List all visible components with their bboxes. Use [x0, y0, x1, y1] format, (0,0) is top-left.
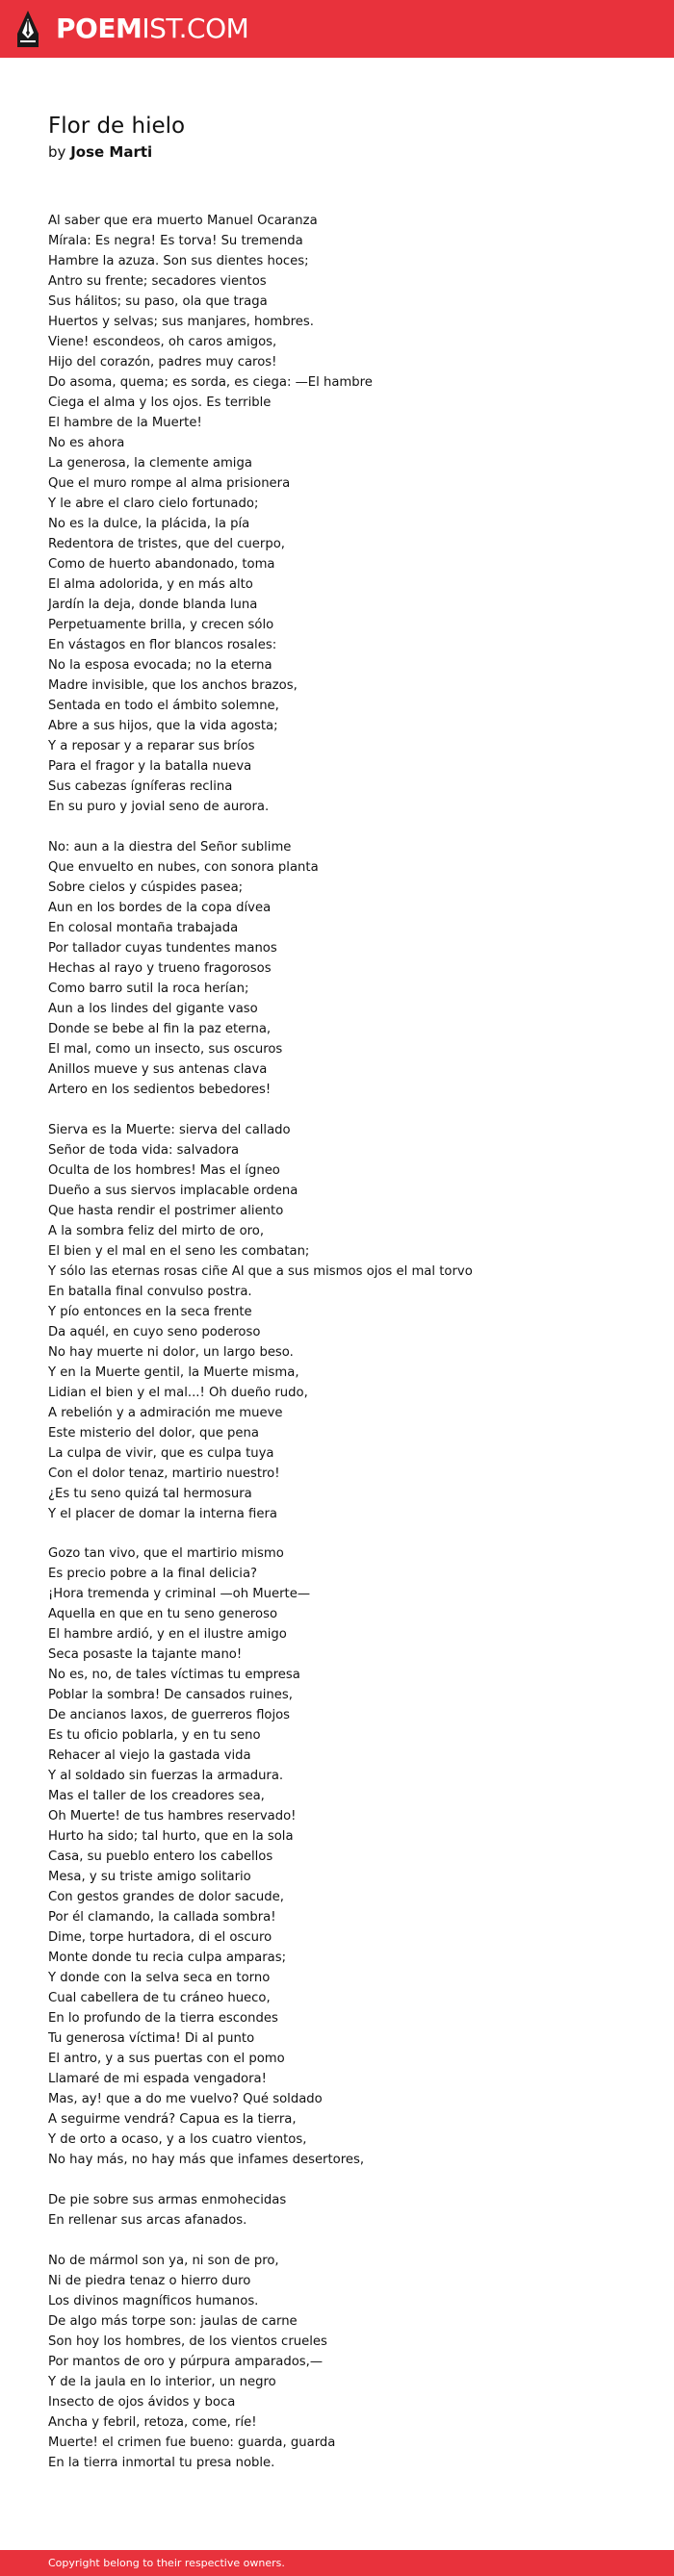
poem-line: En su puro y jovial seno de aurora. [48, 800, 270, 814]
poem-line: No la esposa evocada; no la eterna [48, 658, 272, 673]
poem-line: Y sólo las eternas rosas ciñe Al que a sus mismos ojos el mal torvo [48, 1263, 473, 1279]
poem-line: Dime, torpe hurtadora, di el oscuro [48, 1930, 272, 1946]
poem-line: Anillos mueve y sus antenas clava [48, 1061, 268, 1077]
logo-wordmark [56, 9, 248, 49]
poem-line: En lo profundo de la tierra escondes [48, 2011, 278, 2027]
poem-line: Y el placer de domar la interna fiera [48, 1506, 277, 1521]
poem-stanza [48, 1543, 645, 2170]
poem-line: Hurto ha sido; tal hurto, que en la sola [48, 1829, 294, 1845]
top-bar [0, 0, 674, 58]
poem-line: Tu generosa víctima! Di al punto [48, 2031, 255, 2047]
poem-line: Sus hálitos; su paso, ola que traga [48, 294, 268, 309]
poem-line: A rebelión y a admiración me mueve [48, 1405, 283, 1420]
poem-line: Jardín la deja, donde blanda luna [48, 598, 258, 612]
poem-author[interactable]: Jose Marti [70, 143, 153, 161]
poem-line: Ni de piedra tenaz o hierro duro [48, 2273, 251, 2288]
poem-line: No es ahora [48, 436, 125, 450]
poem-line: No: aun a la diestra del Señor sublime [48, 839, 292, 854]
poem-line: Y en la Muerte gentil, la Muerte misma, [48, 1365, 299, 1380]
poem-line: En colosal montaña trabajada [48, 920, 239, 935]
poem-line: Por él clamando, la callada sombra! [48, 1910, 276, 1926]
poem-line: Ciega el alma y los ojos. Es terrible [48, 395, 272, 410]
poem-line: Hechas al rayo y trueno fragorosos [48, 960, 272, 976]
poem-line: Casa, su pueblo entero los cabellos [48, 1849, 273, 1865]
poem-line: Y donde con la selva seca en torno [48, 1971, 271, 1986]
poem-line: En vástagos en flor blancos rosales: [48, 638, 277, 652]
logo-text-bold: POEM [56, 13, 143, 44]
poem-line: Con el dolor tenaz, martirio nuestro! [48, 1466, 280, 1481]
poem-line: Sentada en todo el ámbito solemne, [48, 699, 279, 713]
poem-line: A seguirme vendrá? Capua es la tierra, [48, 2112, 297, 2128]
poem-line: Sus cabezas ígníferas reclina [48, 779, 233, 794]
poem-line: El hambre de la Muerte! [48, 416, 202, 430]
poem-line: Viene! escondeos, oh caros amigos, [48, 335, 277, 349]
poem-line: No es la dulce, la plácida, la pía [48, 517, 250, 531]
poem-line: El bien y el mal en el seno les combatan; [48, 1243, 310, 1259]
poem-line: Como de huerto abandonado, toma [48, 557, 275, 572]
poem-line: No de mármol son ya, ni son de pro, [48, 2253, 279, 2268]
poem-line: Y al soldado sin fuerzas la armadura. [48, 1769, 284, 1784]
poem-line: Cual cabellera de tu cráneo hueco, [48, 1991, 271, 2006]
poem-line: Mas el taller de los creadores sea, [48, 1789, 265, 1804]
poem-line: Abre a sus hijos, que la vida agosta; [48, 719, 278, 733]
poem-line: Como barro sutil la roca herían; [48, 981, 249, 996]
poem-line: Sobre cielos y cúspides pasea; [48, 880, 244, 895]
footer-bar [0, 2550, 674, 2576]
poem-line: Rehacer al viejo la gastada vida [48, 1748, 251, 1764]
poem-line: Muerte! el crimen fue bueno: guarda, guarda [48, 2435, 336, 2450]
poem-line: Por tallador cuyas tundentes manos [48, 940, 277, 956]
poem-line: Mírala: Es negra! Es torva! Su tremenda [48, 234, 303, 248]
poem-line: Que hasta rendir el postrimer aliento [48, 1203, 284, 1218]
poem-line: Los divinos magníficos humanos. [48, 2293, 259, 2308]
poem-stanza [48, 837, 645, 1100]
poem-line: ¿Es tu seno quizá tal hermosura [48, 1486, 252, 1501]
poem-byline [48, 142, 152, 162]
poem-body [48, 211, 645, 2493]
poem-line: Al saber que era muerto Manuel Ocaranza [48, 214, 318, 228]
footer-copyright: Copyright belong to their respective owners. [48, 2557, 285, 2569]
poem-line: No hay muerte ni dolor, un largo beso. [48, 1344, 294, 1360]
poem-line: ¡Hora tremenda y criminal —oh Muerte— [48, 1587, 311, 1602]
poem-line: A la sombra feliz del mirto de oro, [48, 1223, 265, 1238]
poem-line: Poblar la sombra! De cansados ruines, [48, 1688, 293, 1703]
poem-line: Insecto de ojos ávidos y boca [48, 2394, 236, 2410]
poem-line: Y de la jaula en lo interior, un negro [48, 2374, 276, 2389]
poem-line: Gozo tan vivo, que el martirio mismo [48, 1546, 284, 1562]
poem-line: Aquella en que en tu seno generoso [48, 1607, 278, 1622]
poem-stanza [48, 2190, 645, 2231]
poem-line: No hay más, no hay más que infames desertores, [48, 2153, 365, 2168]
poem-stanza [48, 1120, 645, 1524]
poem-line: Es tu oficio poblarla, y en tu seno [48, 1728, 261, 1744]
poem-line: No es, no, de tales víctimas tu empresa [48, 1668, 300, 1683]
poem-line: El mal, como un insecto, sus oscuros [48, 1041, 283, 1057]
poem-line: El antro, y a sus puertas con el pomo [48, 2052, 285, 2067]
poem-line: Madre invisible, que los anchos brazos, [48, 678, 298, 693]
poem-line: Artero en los sedientos bebedores! [48, 1082, 272, 1097]
poem-line: Mas, ay! que a do me vuelvo? Qué soldado [48, 2092, 323, 2107]
poem-line: Son hoy los hombres, de los vientos crueles [48, 2334, 327, 2349]
site-logo[interactable] [15, 9, 248, 49]
poem-line: Lidian el bien y el mal...! Oh dueño rudo, [48, 1385, 308, 1400]
poem-line: El hambre ardió, y en el ilustre amigo [48, 1627, 287, 1643]
poem-line: Hijo del corazón, padres muy caros! [48, 355, 277, 370]
poem-line: Que envuelto en nubes, con sonora planta [48, 859, 319, 875]
poem-line: Aun en los bordes de la copa dívea [48, 900, 272, 915]
poem-line: Llamaré de mi espada vengadora! [48, 2072, 267, 2087]
poem-line: Antro su frente; secadores vientos [48, 274, 267, 289]
poem-line: Oculta de los hombres! Mas el ígneo [48, 1162, 280, 1178]
poem-line: La generosa, la clemente amiga [48, 456, 252, 471]
poem-line: Y le abre el claro cielo fortunado; [48, 497, 259, 511]
poem-line: Sierva es la Muerte: sierva del callado [48, 1122, 291, 1137]
poem-line: Es precio pobre a la final delicia? [48, 1567, 258, 1582]
poem-line: Do asoma, quema; es sorda, es ciega: —El hambre [48, 375, 373, 390]
poem-line: El alma adolorida, y en más alto [48, 577, 253, 592]
poem-line: Perpetuamente brilla, y crecen sólo [48, 618, 274, 632]
poem-line: Oh Muerte! de tus hambres reservado! [48, 1809, 297, 1824]
poem-line: Para el fragor y la batalla nueva [48, 759, 252, 774]
poem-line: Este misterio del dolor, que pena [48, 1425, 259, 1441]
poem-line: Con gestos grandes de dolor sacude, [48, 1890, 284, 1905]
poem-line: De pie sobre sus armas enmohecidas [48, 2193, 287, 2208]
poem-line: Dueño a sus siervos implacable ordena [48, 1183, 298, 1198]
poem-line: Redentora de tristes, que del cuerpo, [48, 537, 285, 551]
poem-line: Mesa, y su triste amigo solitario [48, 1870, 251, 1885]
poem-line: Hambre la azuza. Son sus dientes hoces; [48, 254, 309, 268]
poem-line: Da aquél, en cuyo seno poderoso [48, 1324, 261, 1339]
poem-line: En la tierra inmortal tu presa noble. [48, 2455, 275, 2470]
by-label: by [48, 143, 66, 161]
poem-line: Monte donde tu recia culpa amparas; [48, 1951, 287, 1966]
poem-line: Y pío entonces en la seca frente [48, 1304, 252, 1319]
poem-stanza [48, 211, 645, 817]
poem-line: Huertos y selvas; sus manjares, hombres. [48, 315, 314, 329]
poem-line: Y de orto a ocaso, y a los cuatro vientos, [48, 2132, 307, 2148]
poem-line: Donde se bebe al fin la paz eterna, [48, 1021, 272, 1036]
poem-line: En batalla final convulso postra. [48, 1284, 252, 1299]
poem-line: De ancianos laxos, de guerreros flojos [48, 1708, 291, 1723]
poem-line: La culpa de vivir, que es culpa tuya [48, 1445, 274, 1461]
poem-line: Aun a los lindes del gigante vaso [48, 1001, 258, 1016]
poem-line: Que el muro rompe al alma prisionera [48, 476, 291, 491]
poem-title: Flor de hielo [48, 114, 186, 139]
poem-line: De algo más torpe son: jaulas de carne [48, 2313, 298, 2329]
logo-text-light: IST.COM [142, 13, 249, 44]
pen-nib-icon [15, 9, 40, 49]
poem-stanza [48, 2251, 645, 2473]
poem-line: Seca posaste la tajante mano! [48, 1647, 243, 1663]
poem-line: Y a reposar y a reparar sus bríos [48, 739, 255, 753]
poem-line: Ancha y febril, retoza, come, ríe! [48, 2414, 257, 2430]
poem-line: Por mantos de oro y púrpura amparados,— [48, 2354, 324, 2369]
poem-line: En rellenar sus arcas afanados. [48, 2213, 247, 2229]
poem-line: Señor de toda vida: salvadora [48, 1142, 240, 1158]
